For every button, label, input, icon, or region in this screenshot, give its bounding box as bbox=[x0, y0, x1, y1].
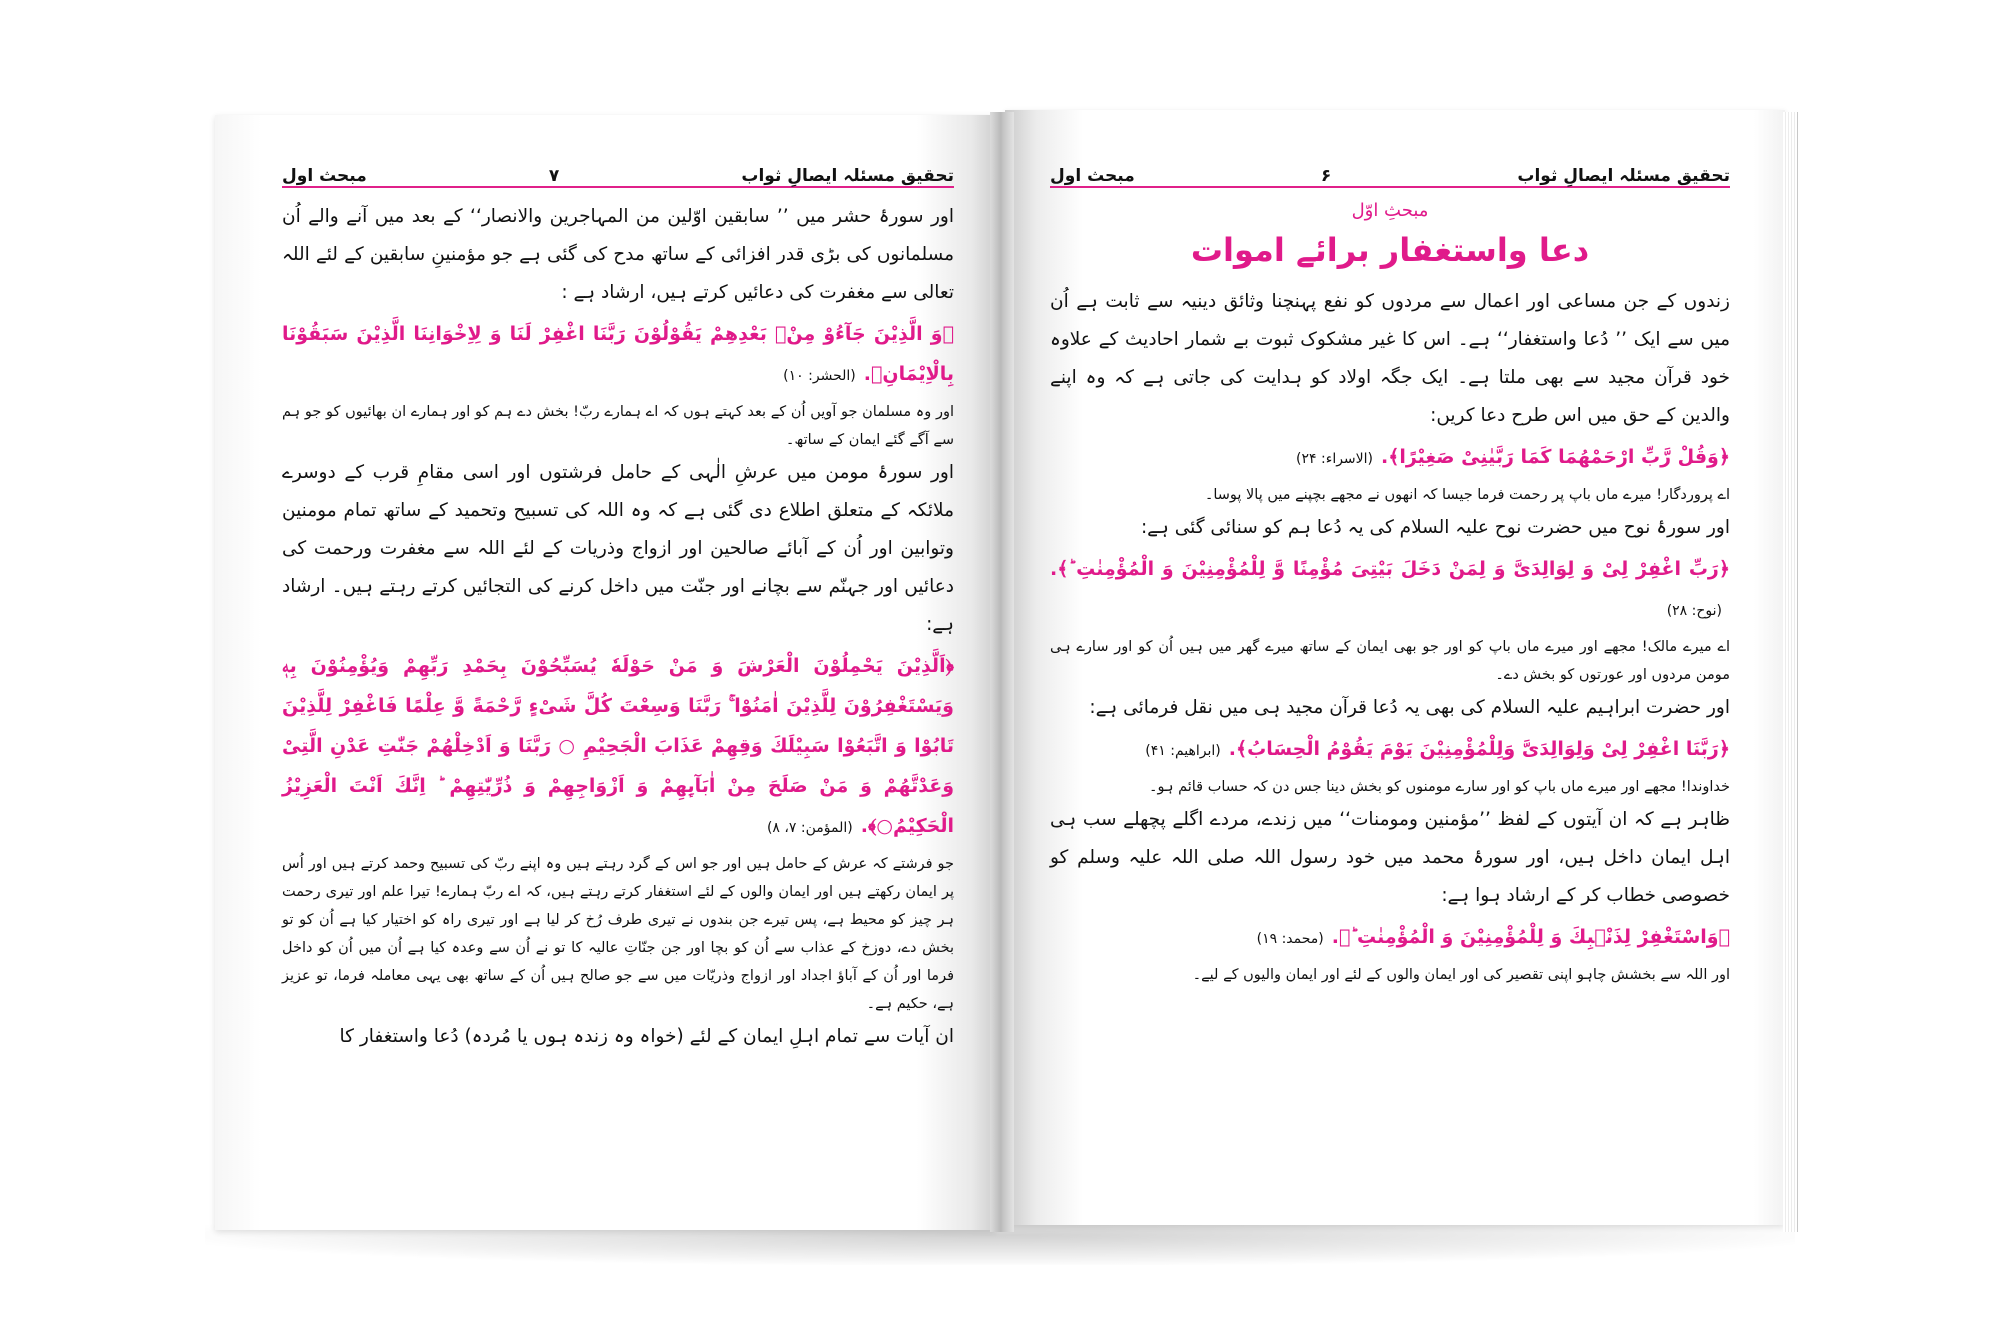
section-label: مبحثِ اوّل bbox=[1351, 200, 1429, 221]
right-page-header bbox=[1050, 150, 1730, 188]
quran-verse bbox=[1050, 549, 1730, 631]
translation: اور وہ مسلمان جو آویں اُن کے بعد کہتے ہوں کہ اے ہمارے ربّ! بخش دے ہم کو اور ہمارے ان بھائیوں کو جو ہم سے آگے گئے ایمان کے ساتھ۔ bbox=[282, 404, 954, 448]
running-section: مبحث اول bbox=[1050, 166, 1135, 186]
chapter-title: دعا واستغفار برائے اموات bbox=[1190, 231, 1590, 269]
verse-reference: (نوح: ۲۸) bbox=[1666, 603, 1722, 619]
paragraph: اور سورۂ مومن میں عرشِ الٰہی کے حامل فرشتوں اور اسی مقامِ قرب کے دوسرے ملائکہ کے متعلق اطلاع دی گئی ہے کہ وہ اللہ کی تسبیح وتحمید کے ساتھ تمام مومنین وتوابین اور اُن کے آبائے صالحین اور ازواج وذریات کے لئے اللہ سے مغفرت ورحمت کی دعائیں اور جہنّم سے بچانے اور جنّت میں داخل کرنے کی التجائیں کرتے رہتے ہیں۔ ارشاد ہے: bbox=[282, 462, 954, 635]
verse-reference: (المؤمن: ۷، ۸) bbox=[766, 820, 853, 836]
page-edges bbox=[1783, 112, 1798, 1232]
translation: اور اللہ سے بخشش چاہو اپنی تقصیر کی اور ایمان والوں کے لئے اور ایمان والیوں کے لیے۔ bbox=[1192, 967, 1730, 983]
paragraph: اور حضرت ابراہیم علیہ السلام کی بھی یہ دُعا قرآن مجید ہی میں نقل فرمائی ہے: bbox=[1089, 697, 1730, 718]
right-page-content bbox=[1050, 150, 1730, 989]
verse-text: ﴿رَبِّ اغْفِرْ لِیْ وَ لِوَالِدَیَّ وَ لِمَنْ دَخَلَ بَیْتِیَ مُؤْمِنًا وَّ لِلْمُؤْمِنِیْنَ وَ الْمُؤْمِنٰتِ ؕ﴾. bbox=[1050, 558, 1730, 580]
quran-verse bbox=[1050, 729, 1730, 771]
running-section: مبحث اول bbox=[282, 166, 367, 186]
paragraph: اور سورۂ حشر میں ’’ سابقین اوّلین من المہاجرین والانصار‘‘ کے بعد میں آنے والے اُن مسلمانوں کی بڑی قدر افزائی کے ساتھ مدح کی گئی ہے جو مؤمنینِ سابقین کے لئے اللہ تعالی سے مغفرت کی دعائیں کرتے ہیں، ارشاد ہے : bbox=[282, 206, 954, 303]
quran-verse bbox=[1050, 917, 1730, 959]
verse-reference: (محمد: ۱۹) bbox=[1256, 931, 1324, 947]
quran-verse bbox=[282, 646, 954, 848]
running-title: تحقیق مسئلہ ایصالِ ثواب bbox=[741, 166, 954, 186]
translation: جو فرشتے کہ عرش کے حامل ہیں اور جو اس کے گرد رہتے ہیں وہ اپنے ربّ کی تسبیح وحمد کرتے ہیں اور اُس پر ایمان رکھتے ہیں اور ایمان والوں کے لئے استغفار کرتے رہتے ہیں، کہ اے ربّ ہمارے! تیرا علم اور تیری رحمت ہر چیز کو محیط ہے، پس تیرے جن بندوں نے تیری طرف رُخ کر لیا ہے اور تیری راہ کو اختیار کیا ہے اُن کو تو بخش دے، دوزخ کے عذاب سے اُن کو بچا اور جن جنّاتِ عالیہ کا تو نے اُن سے وعدہ کیا ہے اُن میں اُن کو داخل فرما اور اُن کے آباؤ اجداد اور ازواج وذریّات میں سے جو صالح ہیں اُن کے ساتھ بھی یہی معاملہ فرما، تو عزیز ہے، حکیم ہے۔ bbox=[282, 856, 954, 1012]
verse-text: ﴿اَلَّذِیْنَ یَحْمِلُوْنَ الْعَرْشَ وَ مَنْ حَوْلَهٗ یُسَبِّحُوْنَ بِحَمْدِ رَبِّهِمْ وَیُؤْمِنُوْنَ بِهٖ وَیَسْتَغْفِرُوْنَ لِلَّذِیْنَ اٰمَنُوْا ۚ رَبَّنَا وَسِعْتَ كُلَّ شَیْءٍ رَّحْمَةً وَّ عِلْمًا فَاغْفِرْ لِلَّذِیْنَ تَابُوْا وَ اتَّبَعُوْا سَبِیْلَكَ وَقِهِمْ عَذَابَ الْجَحِیْمِ ○ رَبَّنَا وَ اَدْخِلْهُمْ جَنّٰتِ عَدْنِ الَّتِیْ وَعَدْتَّهُمْ وَ مَنْ صَلَحَ مِنْ اٰبَآىِٕهِمْ وَ اَزْوَاجِهِمْ وَ ذُرِّیّٰتِهِمْ ؕ اِنَّكَ اَنْتَ الْعَزِیْزُ الْحَكِیْمُ○﴾. bbox=[282, 655, 954, 837]
verse-reference: (ابراھیم: ۴۱) bbox=[1145, 743, 1221, 759]
verse-reference: (الحشر: ۱۰) bbox=[783, 368, 856, 384]
page-number: ۶ bbox=[1320, 166, 1332, 186]
quran-verse bbox=[1050, 437, 1730, 479]
left-page-content bbox=[282, 150, 954, 1056]
verse-text: ﴿رَبَّنَا اغْفِرْ لِیْ وَلِوَالِدَیَّ وَلِلْمُؤْمِنِیْنَ یَوْمَ یَقُوْمُ الْحِسَابُ﴾. bbox=[1228, 738, 1730, 760]
translation: اے پروردگار! میرے ماں باپ پر رحمت فرما جیسا کہ انھوں نے مجھے بچپنے میں پالا پوسا۔ bbox=[1204, 487, 1730, 503]
translation: خداوندا! مجھے اور میرے ماں باپ کو اور سارے مومنوں کو بخش دینا جس دن کہ حساب قائم ہو۔ bbox=[1148, 779, 1730, 795]
verse-text: ﴿وَقُلْ رَّبِّ ارْحَمْهُمَا كَمَا رَبَّیٰنِیْ صَغِیْرًا﴾. bbox=[1381, 446, 1730, 468]
paragraph: ان آیات سے تمام اہلِ ایمان کے لئے (خواہ وہ زندہ ہوں یا مُردہ) دُعا واستغفار کا bbox=[339, 1026, 954, 1047]
paragraph: اور سورۂ نوح میں حضرت نوح علیہ السلام کی یہ دُعا ہم کو سنائی گئی ہے: bbox=[1140, 517, 1730, 538]
verse-text: ﴿وَ الَّذِیْنَ جَآءُوْ مِنْۢ بَعْدِهِمْ یَقُوْلُوْنَ رَبَّنَا اغْفِرْ لَنَا وَ لِاِخْوَانِنَا الَّذِیْنَ سَبَقُوْنَا بِالْاِیْمَانِ﴾. bbox=[282, 323, 954, 385]
verse-text: ﴿وَاسْتَغْفِرْ لِذَنْۢبِكَ وَ لِلْمُؤْمِنِیْنَ وَ الْمُؤْمِنٰتِ ؕ﴾. bbox=[1331, 926, 1730, 948]
left-page-header bbox=[282, 150, 954, 188]
translation: اے میرے مالک! مجھے اور میرے ماں باپ کو اور جو بھی ایمان کے ساتھ میرے گھر میں ہیں اُن کو اور سارے ہی مومن مردوں اور عورتوں کو بخش دے۔ bbox=[1050, 639, 1730, 683]
verse-reference: (الاسراء: ۲۴) bbox=[1296, 451, 1373, 467]
page-number: ۷ bbox=[548, 166, 560, 186]
paragraph: ظاہر ہے کہ ان آیتوں کے لفظ ’’مؤمنین ومومنات‘‘ میں زندے، مردے اگلے پچھلے سب ہی اہل ایمان داخل ہیں، اور سورۂ محمد میں خود رسول اللہ صلی اللہ علیہ وسلم کو خصوصی خطاب کر کے ارشاد ہوا ہے: bbox=[1050, 809, 1730, 906]
paragraph: زندوں کے جن مساعی اور اعمال سے مردوں کو نفع پہنچنا وثائق دینیہ سے ثابت ہے اُن میں سے ایک ’’ دُعا واستغفار‘‘ ہے۔ اس کا غیر مشکوک ثبوت بے شمار احادیث کے علاوہ خود قرآن مجید سے بھی ملتا ہے۔ ایک جگہ اولاد کو ہدایت کی جاتی ہے کہ وہ اپنے والدین کے حق میں اس طرح دعا کریں: bbox=[1050, 291, 1730, 426]
running-title: تحقیق مسئلہ ایصالِ ثواب bbox=[1517, 166, 1730, 186]
book-gutter bbox=[990, 112, 1014, 1232]
quran-verse bbox=[282, 314, 954, 396]
